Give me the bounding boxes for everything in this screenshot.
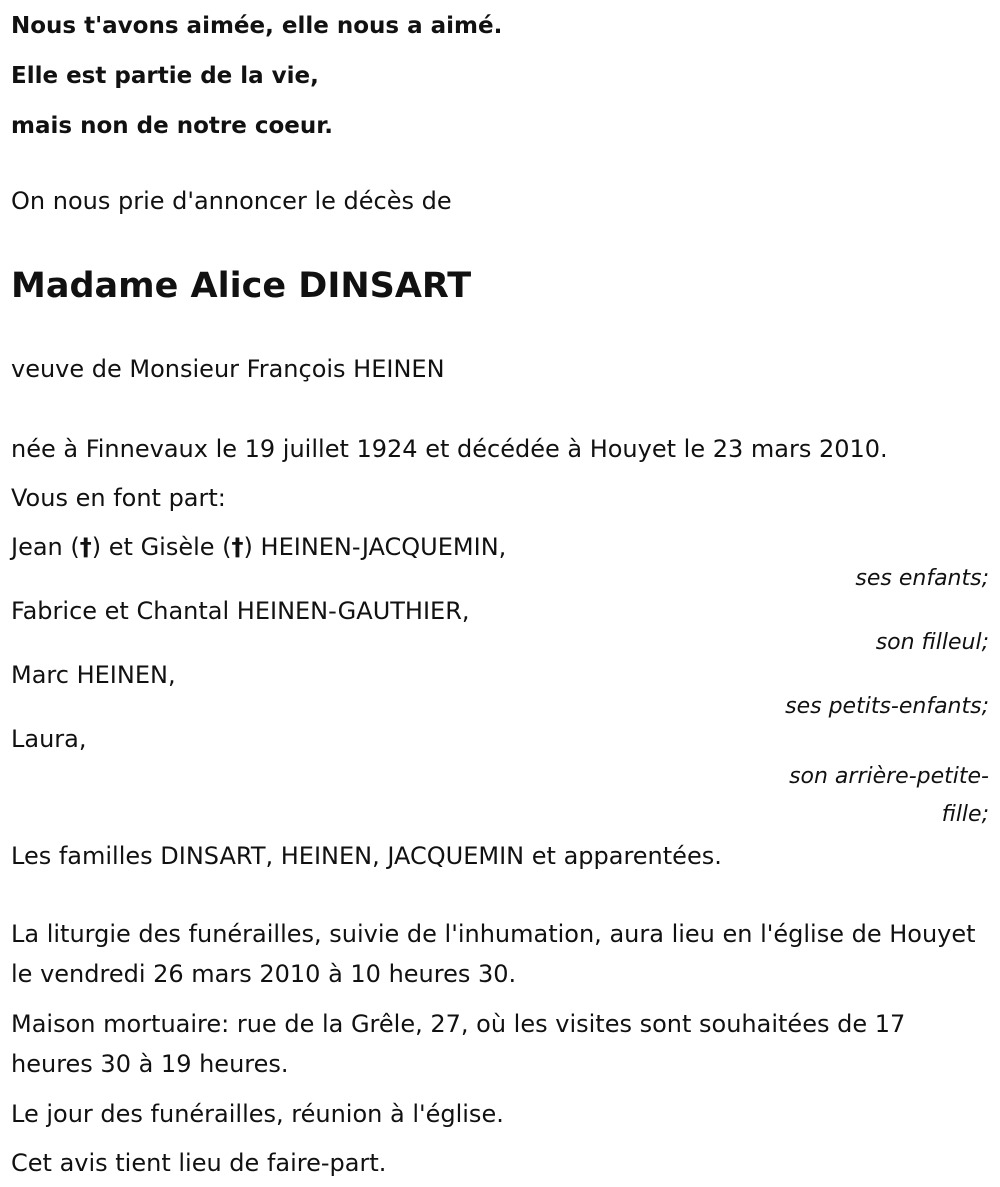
cross-icon: † [79, 533, 92, 561]
family-name: Laura, [11, 725, 87, 753]
quote-line-1: Nous t'avons aimée, elle nous a aimé. [11, 13, 503, 39]
family-entry [11, 660, 991, 724]
family-relation: son arrière-petite- [789, 764, 989, 789]
family-entry [11, 724, 991, 834]
family-name: Fabrice et Chantal HEINEN-GAUTHIER, [11, 597, 470, 625]
birth-death-line: née à Finnevaux le 19 juillet 1924 et décédée à Houyet le 23 mars 2010. [11, 435, 888, 463]
family-name-part: ) et Gisèle ( [91, 533, 232, 561]
family-relation: son filleul; [875, 630, 989, 655]
quote-block [11, 1, 991, 151]
mortuary-text: Maison mortuaire: rue de la Grêle, 27, où les visites sont souhaitées de 17 heures 30 à 19 heures. [11, 1010, 906, 1078]
family-name-part: ) HEINEN-JACQUEMIN, [243, 533, 507, 561]
family-name-part: Jean ( [11, 533, 80, 561]
deceased-name: Madame Alice DINSART [11, 266, 472, 306]
quote-line-3: mais non de notre coeur. [11, 113, 334, 139]
family-name: Marc HEINEN, [11, 661, 176, 689]
announcers-intro: Vous en font part: [11, 484, 226, 512]
spouse-line: veuve de Monsieur François HEINEN [11, 355, 445, 383]
family-relation: ses petits-enfants; [785, 694, 989, 719]
quote-line-2: Elle est partie de la vie, [11, 63, 319, 89]
family-name [11, 532, 991, 562]
obituary-notice [11, 0, 991, 1183]
family-list [11, 532, 991, 834]
intro-text: On nous prie d'annoncer le décès de [11, 187, 452, 215]
notice-text: Cet avis tient lieu de faire-part. [11, 1149, 387, 1177]
family-relation: ses enfants; [855, 566, 989, 591]
family-entry [11, 532, 991, 596]
liturgy-text: La liturgie des funérailles, suivie de l'inhumation, aura lieu en l'église de Houyet le vendredi 26 mars 2010 à 10 heures 30. [11, 920, 976, 988]
cross-icon: † [231, 533, 244, 561]
family-relation-continued: fille; [941, 802, 989, 827]
family-entry [11, 596, 991, 660]
meeting-text: Le jour des funérailles, réunion à l'église. [11, 1100, 504, 1128]
families-line: Les familles DINSART, HEINEN, JACQUEMIN et apparentées. [11, 842, 722, 870]
